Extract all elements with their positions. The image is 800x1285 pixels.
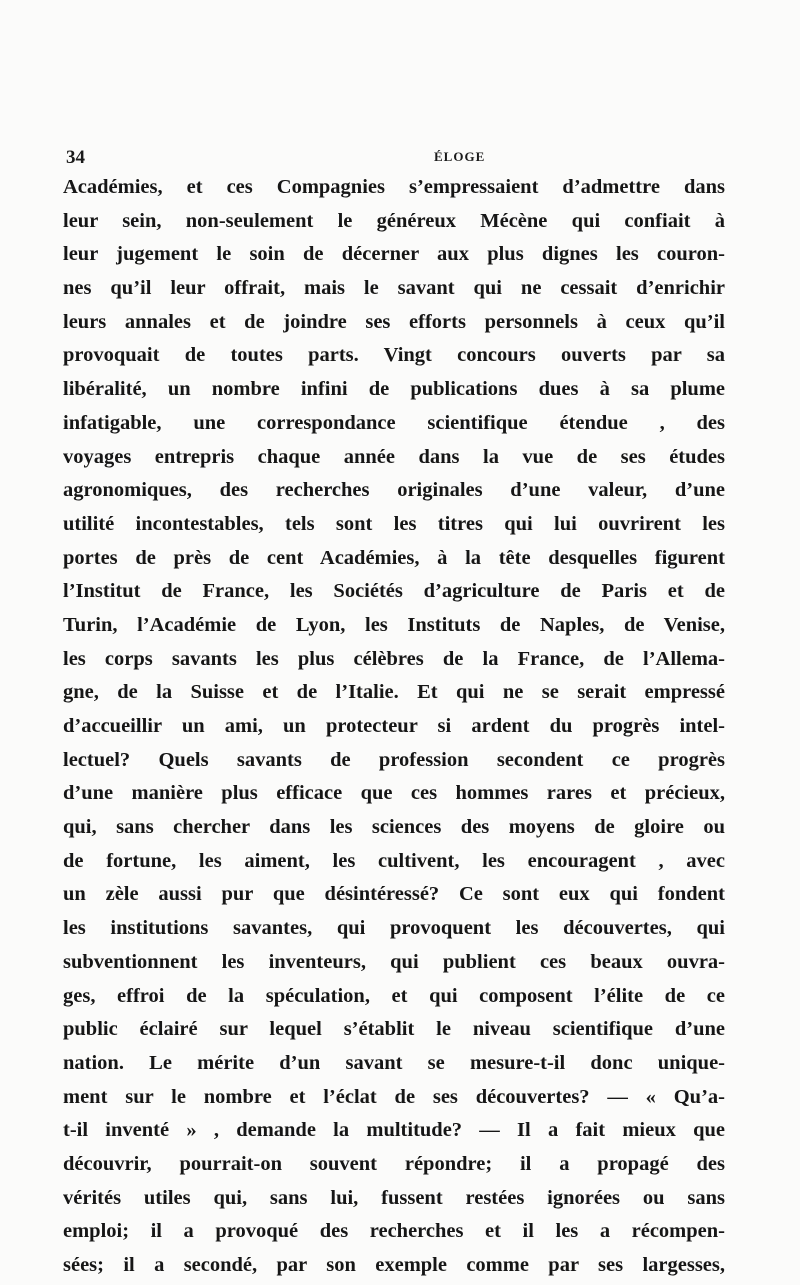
text-line: subventionnent les inventeurs, qui publient ces beaux ouvra- xyxy=(63,950,725,973)
text-line: les institutions savantes, qui provoquent les découvertes, qui xyxy=(63,917,725,940)
text-line: nation. Le mérite d’un savant se mesure-t-il donc unique- xyxy=(63,1051,725,1074)
text-line: provoquait de toutes parts. Vingt concours ouverts par sa xyxy=(63,344,725,367)
text-line: public éclairé sur lequel s’établit le niveau scientifique d’une xyxy=(63,1018,725,1041)
text-line: ment sur le nombre et l’éclat de ses découvertes? — « Qu’a- xyxy=(63,1085,725,1108)
text-line: t-il inventé » , demande la multitude? — Il a fait mieux que xyxy=(63,1119,725,1142)
page-number: 34 xyxy=(66,147,85,168)
text-line: de fortune, les aiment, les cultivent, les encouragent , avec xyxy=(63,849,725,872)
body-paragraph xyxy=(63,171,725,1283)
running-title: ÉLOGE xyxy=(434,149,486,164)
text-line: vérités utiles qui, sans lui, fussent restées ignorées ou sans xyxy=(63,1186,725,1209)
text-line: leurs annales et de joindre ses efforts personnels à ceux qu’il xyxy=(63,310,725,333)
text-line: sées; il a secondé, par son exemple comme par ses largesses, xyxy=(63,1254,725,1276)
text-line: d’une manière plus efficace que ces hommes rares et précieux, xyxy=(63,782,725,805)
text-line: l’Institut de France, les Sociétés d’agriculture de Paris et de xyxy=(63,580,725,603)
text-line: nes qu’il leur offrait, mais le savant qui ne cessait d’enrichir xyxy=(63,277,725,300)
text-line: qui, sans chercher dans les sciences des moyens de gloire ou xyxy=(63,816,725,839)
text-line: libéralité, un nombre infini de publications dues à sa plume xyxy=(63,378,725,401)
text-line: gne, de la Suisse et de l’Italie. Et qui ne se serait empressé xyxy=(63,681,725,704)
text-line: découvrir, pourrait-on souvent répondre; il a propagé des xyxy=(63,1152,725,1175)
text-line: agronomiques, des recherches originales d’une valeur, d’une xyxy=(63,479,725,502)
text-line: un zèle aussi pur que désintéressé? Ce sont eux qui fondent xyxy=(63,883,725,906)
text-line: voyages entrepris chaque année dans la vue de ses études xyxy=(63,445,725,468)
text-line: les corps savants les plus célèbres de la France, de l’Allema- xyxy=(63,647,725,670)
text-line: leur jugement le soin de décerner aux plus dignes les couron- xyxy=(63,243,725,266)
text-line: leur sein, non-seulement le généreux Mécène qui confiait à xyxy=(63,209,725,232)
text-line: utilité incontestables, tels sont les titres qui lui ouvrirent les xyxy=(63,512,725,535)
text-line: Académies, et ces Compagnies s’empressaient d’admettre dans xyxy=(63,176,725,198)
text-line: Turin, l’Académie de Lyon, les Instituts de Naples, de Venise, xyxy=(63,613,725,636)
text-line: infatigable, une correspondance scientifique étendue , des xyxy=(63,411,725,434)
text-line: lectuel? Quels savants de profession secondent ce progrès xyxy=(63,748,725,771)
text-line: ges, effroi de la spéculation, et qui composent l’élite de ce xyxy=(63,984,725,1007)
text-line: emploi; il a provoqué des recherches et il les a récompen- xyxy=(63,1220,725,1243)
page-header xyxy=(66,147,656,171)
text-line: portes de près de cent Académies, à la tête desquelles figurent xyxy=(63,546,725,569)
text-line: d’accueillir un ami, un protecteur si ardent du progrès intel- xyxy=(63,715,725,737)
